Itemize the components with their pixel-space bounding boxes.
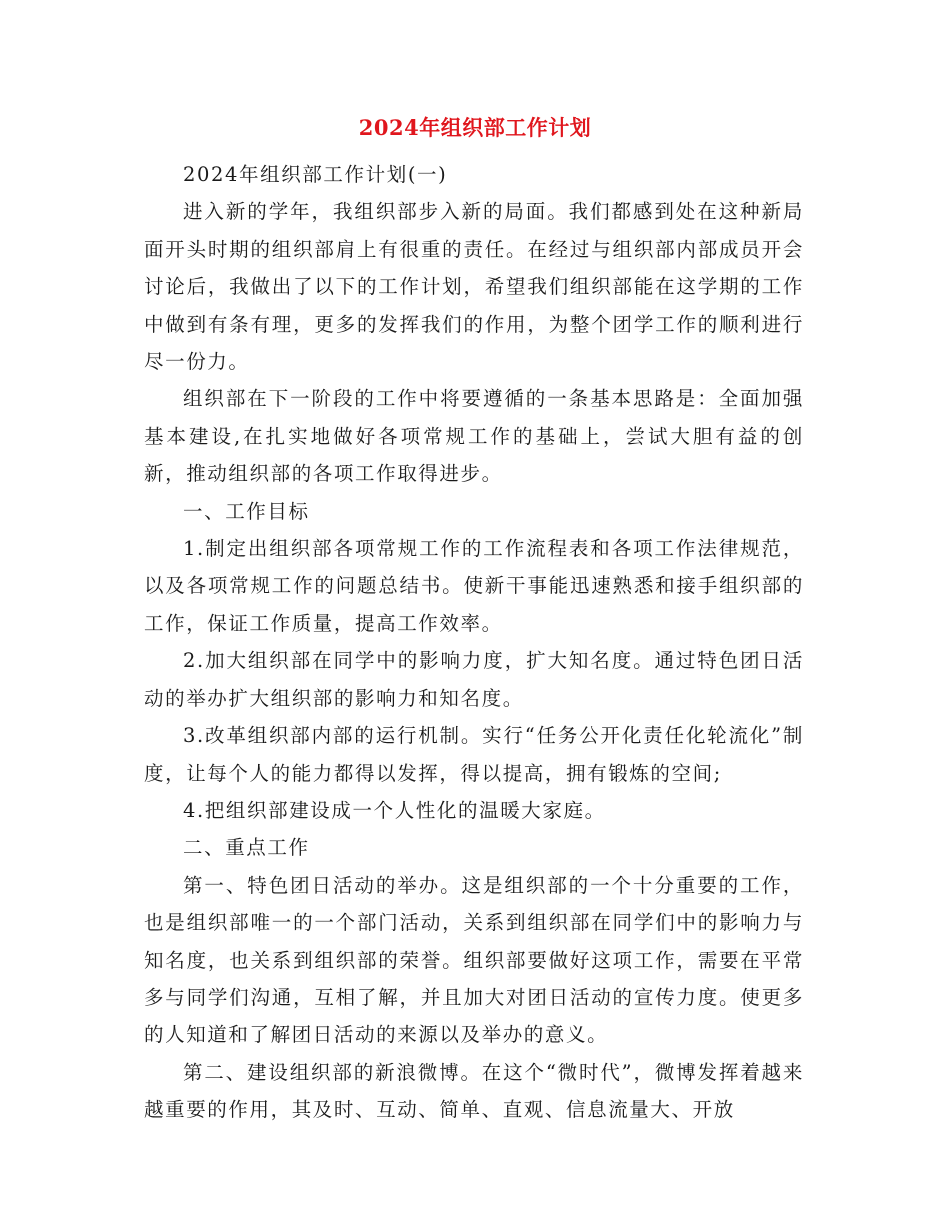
document-body [144, 156, 804, 1129]
approach-paragraph: 组织部在下一阶段的工作中将要遵循的一条基本思路是：全面加强基本建设,在扎实地做好各项常规工作的基础上，尝试大胆有益的创新，推动组织部的各项工作取得进步。 [144, 387, 804, 486]
goal-item-3: 3.改革组织部内部的运行机制。实行“任务公开化责任化轮流化”制度，让每个人的能力都得以发挥，得以提高，拥有锻炼的空间; [144, 724, 804, 785]
subtitle-paragraph: 2024年组织部工作计划(一) [183, 163, 448, 186]
goal-item-4: 4.把组织部建设成一个人性化的温暖大家庭。 [183, 798, 606, 822]
document-title: 2024年组织部工作计划 [358, 115, 592, 140]
intro-paragraph: 进入新的学年，我组织部步入新的局面。我们都感到处在这种新局面开头时期的组织部肩上有很重的责任。在经过与组织部内部成员开会讨论后，我做出了以下的工作计划，希望我们组织部能在这学期的工作中做到有条有理，更多的发挥我们的作用，为整个团学工作的顺利进行尽一份力。 [144, 200, 804, 374]
key-work-item-2: 第二、建设组织部的新浪微博。在这个“微时代”，微博发挥着越来越重要的作用，其及时、互动、简单、直观、信息流量大、开放 [144, 1060, 804, 1122]
section-heading-key-work: 二、重点工作 [183, 836, 310, 860]
section-heading-goals: 一、工作目标 [183, 499, 310, 523]
key-work-item-1: 第一、特色团日活动的举办。这是组织部的一个十分重要的工作，也是组织部唯一的一个部门活动，关系到组织部在同学们中的影响力与知名度，也关系到组织部的荣誉。组织部要做好这项工作，需要在平常多与同学们沟通，互相了解，并且加大对团日活动的宣传力度。使更多的人知道和了解团日活动的来源以及举办的意义。 [144, 873, 804, 1047]
goal-item-2: 2.加大组织部在同学中的影响力度，扩大知名度。通过特色团日活动的举办扩大组织部的影响力和知名度。 [144, 649, 804, 710]
goal-item-1: 1.制定出组织部各项常规工作的工作流程表和各项工作法律规范，以及各项常规工作的问题总结书。使新干事能迅速熟悉和接手组织部的工作，保证工作质量，提高工作效率。 [144, 537, 804, 635]
